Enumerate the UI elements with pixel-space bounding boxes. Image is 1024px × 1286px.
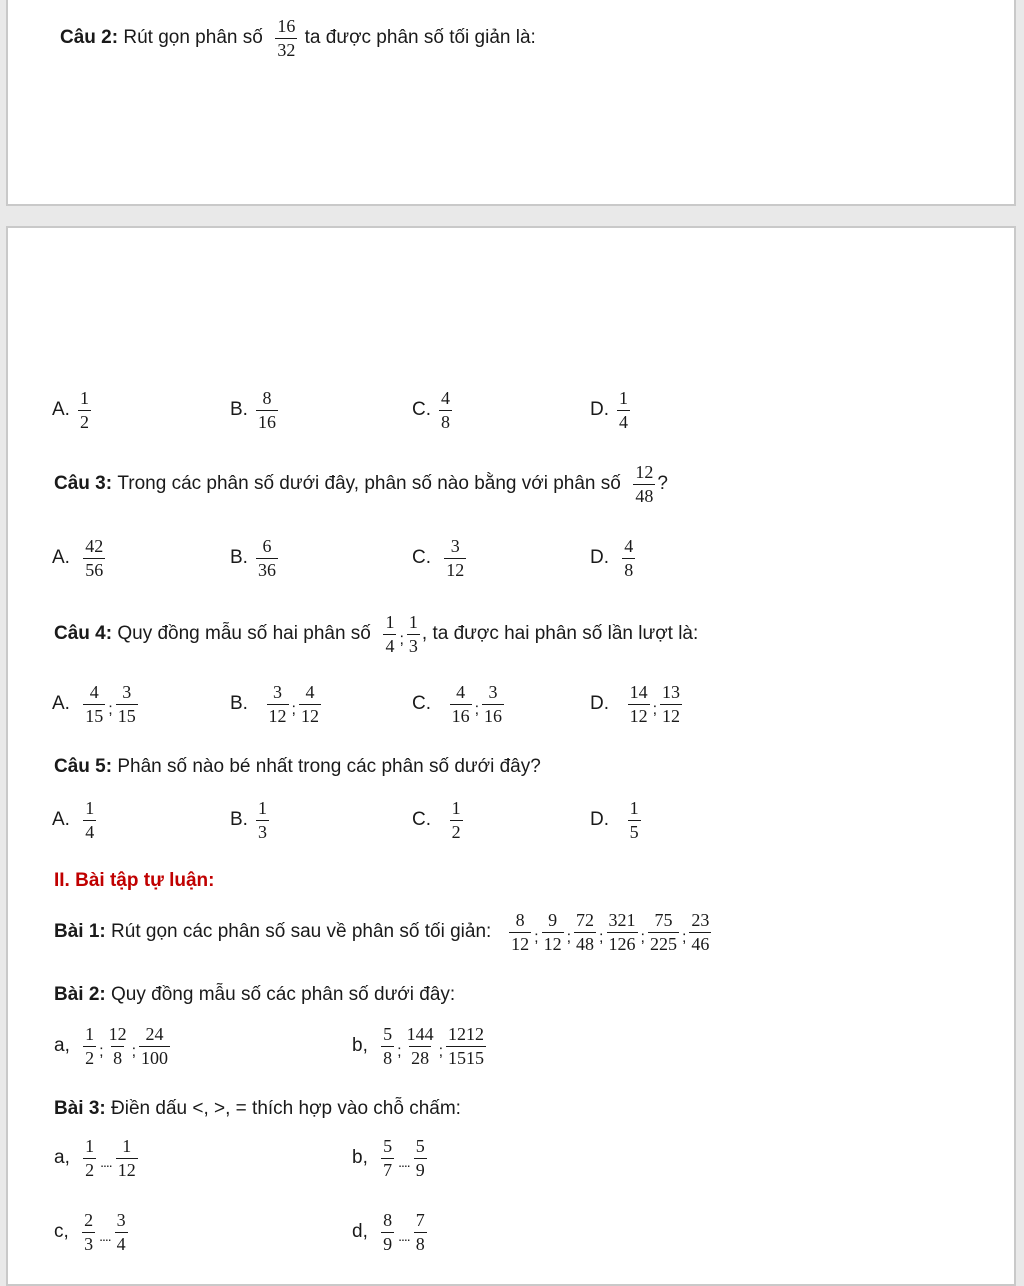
question-3 xyxy=(54,462,668,506)
fraction-numerator: 1 xyxy=(79,388,89,408)
exercise-3-part-a xyxy=(54,1136,140,1180)
separator: ; xyxy=(474,701,480,719)
fraction-numerator: 4 xyxy=(624,536,634,556)
fraction xyxy=(256,536,278,580)
fraction xyxy=(381,1210,394,1254)
q2-option-c xyxy=(412,388,454,432)
fraction-numerator: 1 xyxy=(629,798,639,818)
fraction-numerator: 8 xyxy=(262,388,272,408)
fraction xyxy=(83,1136,96,1180)
option-label: A. xyxy=(52,693,70,715)
fraction xyxy=(607,910,638,954)
fraction-denominator: 12 xyxy=(629,705,648,726)
separator: ; xyxy=(652,701,658,719)
separator: ; xyxy=(397,1043,402,1061)
fraction-numerator: 14 xyxy=(629,682,648,702)
fraction-denominator: 56 xyxy=(85,559,104,580)
fraction-denominator: 48 xyxy=(576,933,595,954)
fraction-numerator: 4 xyxy=(456,682,466,702)
fraction xyxy=(617,388,630,432)
question-3-label: Câu 3: xyxy=(54,473,113,495)
fraction xyxy=(299,682,321,726)
fraction-numerator: 4 xyxy=(441,388,450,408)
fraction-numerator: 1 xyxy=(385,612,395,632)
fraction-denominator: 12 xyxy=(543,933,562,954)
option-label: a, xyxy=(54,1035,70,1057)
fraction-denominator: 5 xyxy=(629,821,639,842)
fraction-numerator: 1 xyxy=(85,798,95,818)
fraction-numerator: 13 xyxy=(662,682,681,702)
fraction-denominator: 8 xyxy=(383,1047,393,1068)
fraction-denominator: 12 xyxy=(300,705,319,726)
fraction-denominator: 16 xyxy=(484,705,503,726)
separator: ; xyxy=(399,631,404,649)
fraction xyxy=(542,910,564,954)
fraction-numerator: 1 xyxy=(85,1024,95,1044)
fraction-denominator: 4 xyxy=(385,635,395,656)
option-label: A. xyxy=(52,809,70,831)
fraction-numerator: 1212 xyxy=(448,1024,485,1044)
fraction-numerator: 1 xyxy=(451,798,461,818)
q3-option-b xyxy=(230,536,280,580)
fraction xyxy=(256,388,278,432)
option-label: B. xyxy=(230,693,248,715)
option-label: A. xyxy=(52,399,70,421)
fraction-numerator: 3 xyxy=(450,536,460,556)
exercise-3-part-d xyxy=(352,1210,429,1254)
option-label: D. xyxy=(590,547,609,569)
fraction-numerator: 12 xyxy=(108,1024,127,1044)
fraction-numerator: 75 xyxy=(654,910,673,930)
q2-option-b xyxy=(230,388,280,432)
q4-option-b xyxy=(230,682,323,726)
fraction xyxy=(381,1024,394,1068)
fraction xyxy=(628,682,650,726)
fraction-denominator: 48 xyxy=(635,485,654,506)
fraction xyxy=(439,388,452,432)
fraction xyxy=(116,682,138,726)
fraction-numerator: 3 xyxy=(116,1210,126,1230)
option-label: b, xyxy=(352,1035,368,1057)
q4-option-a xyxy=(52,682,140,726)
fraction-denominator: 12 xyxy=(117,1159,136,1180)
question-4-label: Câu 4: xyxy=(54,623,113,645)
fraction-numerator: 144 xyxy=(406,1024,434,1044)
exercise-3-label: Bài 3: xyxy=(54,1098,106,1119)
option-label: D. xyxy=(590,693,609,715)
option-label: D. xyxy=(590,399,609,421)
question-2-text: Rút gọn phân số xyxy=(123,27,263,49)
question-2 xyxy=(60,16,536,60)
fraction-denominator: 3 xyxy=(408,635,418,656)
option-label: B. xyxy=(230,547,248,569)
fraction-denominator: 12 xyxy=(268,705,287,726)
fraction xyxy=(82,1210,95,1254)
fraction-numerator: 1 xyxy=(257,798,267,818)
fraction xyxy=(116,1136,138,1180)
separator: ; xyxy=(99,1043,104,1061)
exercise-2-part-a xyxy=(54,1024,172,1068)
option-label: a, xyxy=(54,1147,70,1169)
exercise-3-part-b xyxy=(352,1136,429,1180)
fraction xyxy=(648,910,679,954)
fraction-denominator: 8 xyxy=(113,1047,123,1068)
fraction-numerator: 16 xyxy=(277,16,296,36)
fraction-denominator: 12 xyxy=(511,933,530,954)
fraction xyxy=(383,612,396,656)
fraction xyxy=(83,798,96,842)
fraction xyxy=(78,388,91,432)
fraction xyxy=(628,798,641,842)
q2-option-d xyxy=(590,388,632,432)
fraction-numerator: 3 xyxy=(122,682,132,702)
exercise-2-text: Quy đồng mẫu số các phân số dưới đây: xyxy=(111,984,456,1005)
fraction-numerator: 23 xyxy=(691,910,710,930)
fraction xyxy=(407,612,420,656)
fraction xyxy=(414,1210,427,1254)
fraction-numerator: 5 xyxy=(383,1136,393,1156)
exercise-1-label: Bài 1: xyxy=(54,921,106,943)
separator: ; xyxy=(599,929,604,947)
exercise-1-text: Rút gọn các phân số sau về phân số tối giản: xyxy=(111,921,492,943)
fraction-denominator: 225 xyxy=(649,933,677,954)
q5-option-b xyxy=(230,798,271,842)
question-2-text-after: ta được phân số tối giản là: xyxy=(304,27,536,49)
question-3-fraction xyxy=(633,462,655,506)
fraction-denominator: 9 xyxy=(415,1159,425,1180)
fraction-denominator: 15 xyxy=(117,705,136,726)
fraction-denominator: 15 xyxy=(85,705,104,726)
separator: ; xyxy=(291,701,296,719)
fraction-numerator: 3 xyxy=(273,682,283,702)
separator: ; xyxy=(681,929,687,947)
fraction-numerator: 1 xyxy=(85,1136,95,1156)
fraction-denominator: 126 xyxy=(608,933,636,954)
fraction-numerator: 9 xyxy=(548,910,558,930)
fraction-numerator: 5 xyxy=(383,1024,393,1044)
fraction-denominator: 2 xyxy=(451,821,461,842)
q2-option-a xyxy=(52,388,93,432)
fraction-denominator: 46 xyxy=(691,933,710,954)
fraction-denominator: 36 xyxy=(257,559,276,580)
option-label: B. xyxy=(230,809,248,831)
fraction-denominator: 16 xyxy=(257,411,276,432)
fraction xyxy=(414,1136,427,1180)
separator: ; xyxy=(108,701,113,719)
exercise-2 xyxy=(54,984,455,1006)
fraction-numerator: 72 xyxy=(576,910,595,930)
option-label: C. xyxy=(412,547,431,569)
option-label: C. xyxy=(412,399,431,421)
fraction-numerator: 4 xyxy=(89,682,99,702)
q3-option-a xyxy=(52,536,107,580)
fraction-denominator: 1515 xyxy=(448,1047,485,1068)
option-label: A. xyxy=(52,547,70,569)
fraction-denominator: 3 xyxy=(84,1233,94,1254)
fraction-denominator: 8 xyxy=(415,1233,425,1254)
question-3-mark: ? xyxy=(657,473,668,495)
comparison-dots: .... xyxy=(99,1228,111,1245)
separator: ; xyxy=(438,1043,444,1061)
fraction xyxy=(381,1136,394,1180)
fraction-denominator: 32 xyxy=(277,39,296,60)
q5-option-a xyxy=(52,798,98,842)
q4-option-c xyxy=(412,682,506,726)
exercise-3-text: Điền dấu <, >, = thích hợp vào chỗ chấm: xyxy=(111,1098,461,1119)
question-2-label: Câu 2: xyxy=(60,27,119,49)
fraction-denominator: 16 xyxy=(451,705,470,726)
exercise-3 xyxy=(54,1098,461,1120)
comparison-dots: .... xyxy=(398,1228,410,1245)
fraction-denominator: 4 xyxy=(116,1233,126,1254)
fraction xyxy=(689,910,711,954)
q3-option-c xyxy=(412,536,468,580)
separator: ; xyxy=(534,929,539,947)
question-4-text-after: , ta được hai phân số lần lượt là: xyxy=(421,623,699,645)
option-label: c, xyxy=(54,1221,69,1243)
fraction xyxy=(482,682,504,726)
fraction-numerator: 4 xyxy=(305,682,315,702)
fraction-numerator: 24 xyxy=(145,1024,164,1044)
exercise-2-label: Bài 2: xyxy=(54,984,106,1005)
separator: ; xyxy=(640,929,645,947)
question-3-text: Trong các phân số dưới đây, phân số nào bằng với phân số xyxy=(117,473,621,495)
comparison-dots: .... xyxy=(398,1154,410,1171)
question-4 xyxy=(54,612,698,656)
fraction xyxy=(509,910,531,954)
fraction-denominator: 8 xyxy=(441,411,450,432)
fraction-numerator: 2 xyxy=(84,1210,94,1230)
fraction-denominator: 3 xyxy=(257,821,267,842)
fraction-denominator: 4 xyxy=(85,821,95,842)
fraction-denominator: 2 xyxy=(79,411,89,432)
q5-option-d xyxy=(590,798,643,842)
option-label: B. xyxy=(230,399,248,421)
fraction xyxy=(107,1024,129,1068)
fraction-numerator: 7 xyxy=(415,1210,425,1230)
fraction xyxy=(660,682,682,726)
fraction xyxy=(83,536,105,580)
fraction-numerator: 8 xyxy=(515,910,525,930)
fraction xyxy=(622,536,635,580)
fraction xyxy=(450,682,472,726)
option-label: b, xyxy=(352,1147,368,1169)
exercise-2-part-b xyxy=(352,1024,488,1068)
fraction-denominator: 2 xyxy=(85,1047,95,1068)
fraction xyxy=(446,1024,486,1068)
fraction-denominator: 8 xyxy=(624,559,634,580)
fraction xyxy=(115,1210,128,1254)
exercise-1 xyxy=(54,910,713,954)
fraction-numerator: 1 xyxy=(122,1136,132,1156)
fraction-denominator: 28 xyxy=(411,1047,430,1068)
fraction-numerator: 321 xyxy=(608,910,636,930)
question-5-text: Phân số nào bé nhất trong các phân số dưới đây? xyxy=(117,756,541,777)
page-2 xyxy=(6,226,1016,1286)
option-label: C. xyxy=(412,809,431,831)
fraction-numerator: 1 xyxy=(619,388,628,408)
question-5 xyxy=(54,756,541,778)
fraction-denominator: 2 xyxy=(85,1159,95,1180)
fraction-numerator: 5 xyxy=(415,1136,425,1156)
page-1 xyxy=(6,0,1016,206)
fraction xyxy=(139,1024,170,1068)
fraction-numerator: 8 xyxy=(383,1210,393,1230)
fraction xyxy=(574,910,596,954)
fraction-denominator: 12 xyxy=(446,559,465,580)
option-label: D. xyxy=(590,809,609,831)
fraction-numerator: 1 xyxy=(408,612,418,632)
fraction xyxy=(444,536,466,580)
q5-option-c xyxy=(412,798,465,842)
q4-option-d xyxy=(590,682,684,726)
option-label: d, xyxy=(352,1221,368,1243)
fraction xyxy=(256,798,269,842)
fraction xyxy=(450,798,463,842)
fraction xyxy=(405,1024,436,1068)
comparison-dots: .... xyxy=(100,1154,112,1171)
fraction-denominator: 100 xyxy=(141,1047,169,1068)
fraction-denominator: 7 xyxy=(383,1159,393,1180)
fraction xyxy=(83,1024,96,1068)
fraction-denominator: 4 xyxy=(619,411,628,432)
fraction-numerator: 42 xyxy=(85,536,104,556)
fraction xyxy=(267,682,289,726)
option-label: C. xyxy=(412,693,431,715)
question-2-fraction xyxy=(275,16,297,60)
fraction xyxy=(83,682,105,726)
q3-option-d xyxy=(590,536,637,580)
separator: ; xyxy=(131,1043,137,1061)
question-5-label: Câu 5: xyxy=(54,756,113,777)
fraction-denominator: 12 xyxy=(662,705,681,726)
fraction-numerator: 12 xyxy=(635,462,654,482)
question-4-text: Quy đồng mẫu số hai phân số xyxy=(117,623,371,645)
fraction-numerator: 6 xyxy=(262,536,272,556)
separator: ; xyxy=(566,929,572,947)
section-title: II. Bài tập tự luận: xyxy=(54,870,215,891)
fraction-denominator: 9 xyxy=(383,1233,393,1254)
fraction-numerator: 3 xyxy=(488,682,498,702)
exercise-3-part-c xyxy=(54,1210,130,1254)
